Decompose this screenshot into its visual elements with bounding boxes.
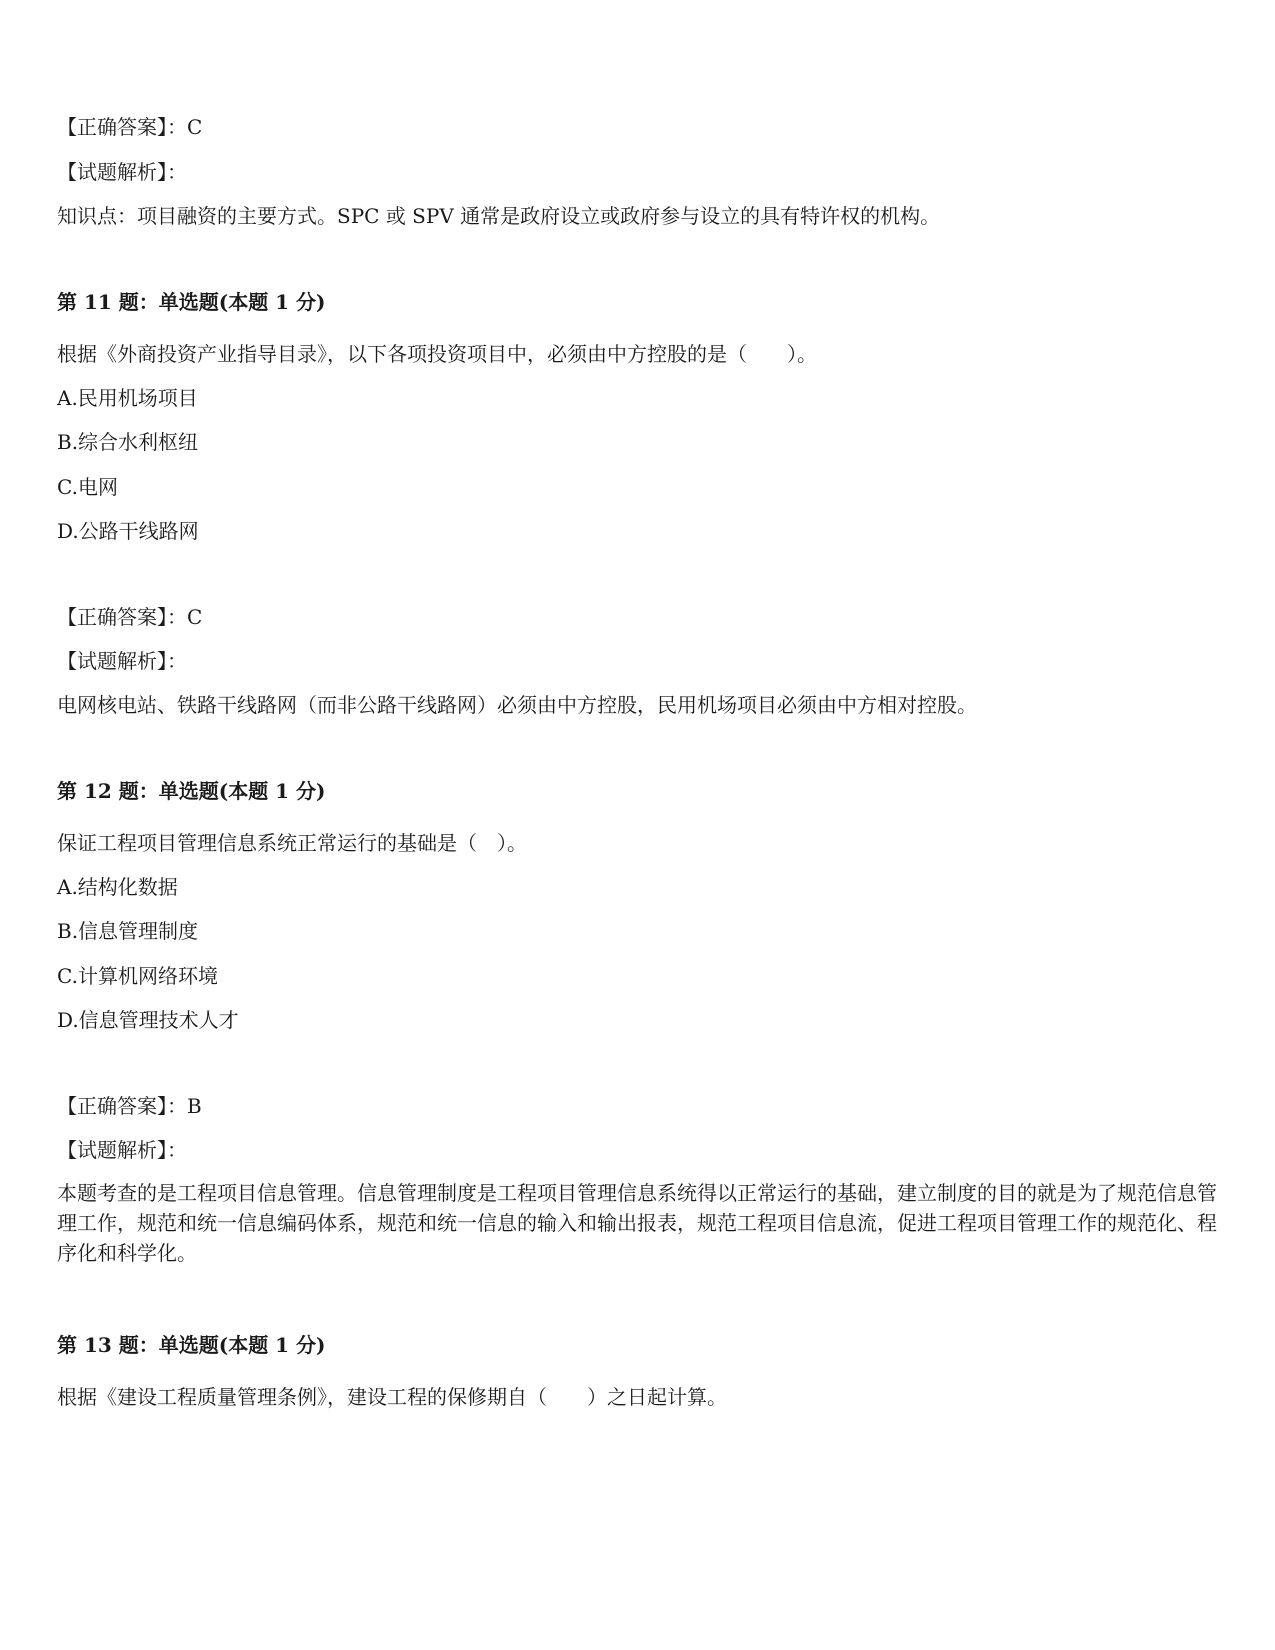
- question-stem: 根据《建设工程质量管理条例》，建设工程的保修期自（ ）之日起计算。: [57, 1385, 727, 1409]
- analysis-label: 【试题解析】：: [57, 160, 187, 184]
- option-b: B.信息管理制度: [57, 919, 199, 943]
- analysis-label: 【试题解析】：: [57, 649, 187, 673]
- question-stem: 保证工程项目管理信息系统正常运行的基础是（ ）。: [57, 831, 527, 855]
- question-heading: 第 11 题：单选题(本题 1 分): [57, 290, 326, 314]
- answer-label: 【正确答案】：C: [57, 605, 203, 629]
- answer-label: 【正确答案】：C: [57, 115, 203, 139]
- question-heading: 第 12 题：单选题(本题 1 分): [57, 779, 326, 803]
- option-b: B.综合水利枢纽: [57, 430, 199, 454]
- analysis-label: 【试题解析】：: [57, 1138, 187, 1162]
- option-c: C.电网: [57, 475, 118, 499]
- question-stem: 根据《外商投资产业指导目录》，以下各项投资项目中，必须由中方控股的是（ ）。: [57, 342, 817, 366]
- analysis-text: 本题考查的是工程项目信息管理。信息管理制度是工程项目管理信息系统得以正常运行的基础，建立制度的目的就是为了规范信息管理工作，规范和统一信息编码体系，规范和统一信息的输入和输出报表，规范工程项目信息流，促进工程项目管理工作的规范化、程序化和科学化。: [57, 1181, 1217, 1265]
- question-heading: 第 13 题：单选题(本题 1 分): [57, 1333, 326, 1357]
- analysis-text: 电网核电站、铁路干线路网（而非公路干线路网）必须由中方控股，民用机场项目必须由中方相对控股。: [57, 693, 977, 717]
- answer-label: 【正确答案】：B: [57, 1094, 202, 1118]
- option-c: C.计算机网络环境: [57, 964, 218, 988]
- option-d: D.公路干线路网: [57, 519, 199, 543]
- option-a: A.民用机场项目: [57, 386, 198, 410]
- option-a: A.结构化数据: [57, 875, 178, 899]
- option-d: D.信息管理技术人才: [57, 1008, 239, 1032]
- analysis-text: 知识点：项目融资的主要方式。SPC 或 SPV 通常是政府设立或政府参与设立的具有特许权的机构。: [57, 204, 941, 228]
